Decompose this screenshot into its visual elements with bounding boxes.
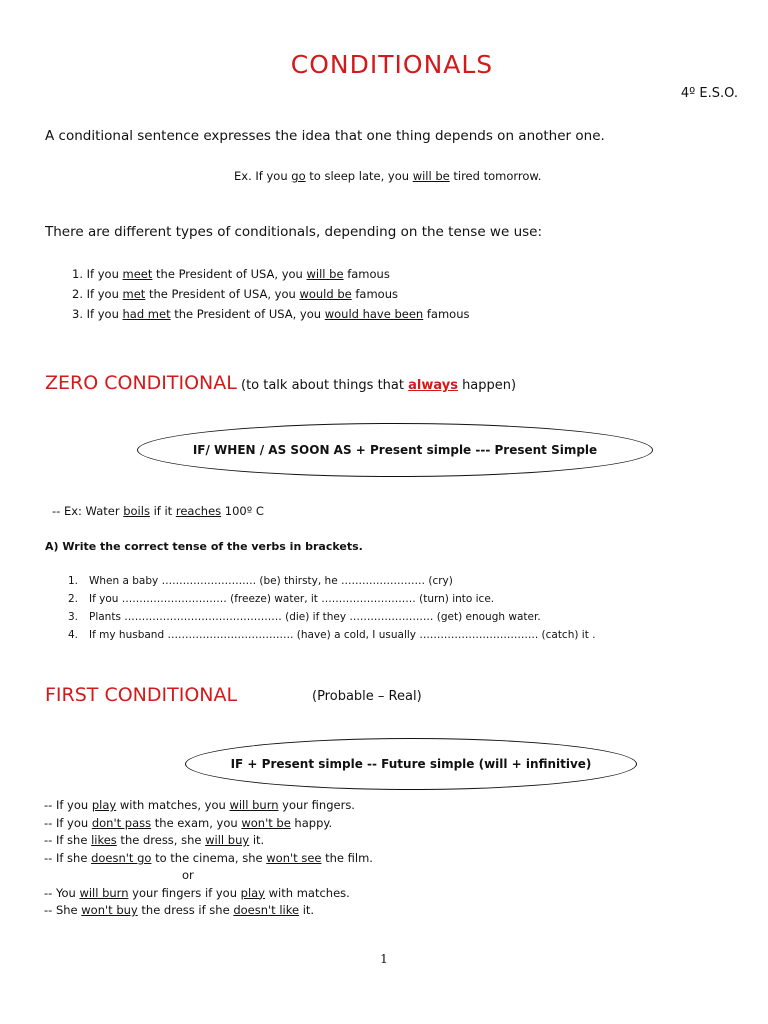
page-title: CONDITIONALS bbox=[290, 50, 494, 79]
zero-conditional-heading: ZERO CONDITIONAL (to talk about things that always happen) bbox=[45, 372, 517, 394]
first-examples-list bbox=[44, 797, 373, 920]
list-item: -- If you play with matches, you will burn your fingers. bbox=[44, 798, 355, 812]
exercise-list bbox=[68, 572, 596, 644]
list-item: -- If she doesn't go to the cinema, she won't see the film. bbox=[44, 850, 373, 865]
list-item: -- She won't buy the dress if she doesn't like it. bbox=[44, 903, 315, 917]
zero-formula-ellipse bbox=[137, 423, 653, 477]
list-item: 1. If you meet the President of USA, you will be famous bbox=[72, 267, 390, 281]
exercise-title: A) Write the correct tense of the verbs in brackets. bbox=[45, 540, 363, 553]
types-list bbox=[72, 264, 470, 324]
grade-label: 4º E.S.O. bbox=[680, 86, 738, 101]
or-separator: or bbox=[182, 868, 194, 882]
zero-example: -- Ex: Water boils if it reaches 100º C bbox=[52, 504, 264, 518]
intro-example: Ex. If you go to sleep late, you will be tired tomorrow. bbox=[234, 169, 542, 183]
list-item: 1. When a baby ……………………… (be) thirsty, he …………………… (cry) bbox=[68, 575, 453, 587]
first-conditional-heading: FIRST CONDITIONAL bbox=[45, 684, 238, 706]
list-item: -- If she likes the dress, she will buy it. bbox=[44, 833, 265, 847]
intro-paragraph: A conditional sentence expresses the idea that one thing depends on another one. bbox=[45, 128, 605, 144]
first-conditional-note: (Probable – Real) bbox=[312, 689, 422, 704]
list-item: 2. If you met the President of USA, you would be famous bbox=[72, 287, 398, 301]
first-formula: IF + Present simple -- Future simple (will + infinitive) bbox=[230, 757, 592, 771]
list-item: -- If you don't pass the exam, you won't be happy. bbox=[44, 815, 333, 830]
list-item: 2. If you ………………………… (freeze) water, it ……………………… (turn) into ice. bbox=[68, 593, 495, 605]
list-item: 4. If my husband ……………………………… (have) a cold, I usually ……………………………. (catch) it . bbox=[68, 629, 596, 641]
list-item: 3. Plants ……………………………………… (die) if they …………………… (get) enough water. bbox=[68, 611, 541, 623]
page-number: 1 bbox=[380, 952, 388, 966]
first-formula-ellipse bbox=[185, 738, 637, 790]
list-item: 3. If you had met the President of USA, you would have been famous bbox=[72, 307, 470, 321]
zero-formula: IF/ WHEN / AS SOON AS + Present simple --- Present Simple bbox=[192, 443, 598, 457]
list-item: -- You will burn your fingers if you play with matches. bbox=[44, 885, 350, 900]
types-intro: There are different types of conditionals, depending on the tense we use: bbox=[45, 224, 543, 240]
